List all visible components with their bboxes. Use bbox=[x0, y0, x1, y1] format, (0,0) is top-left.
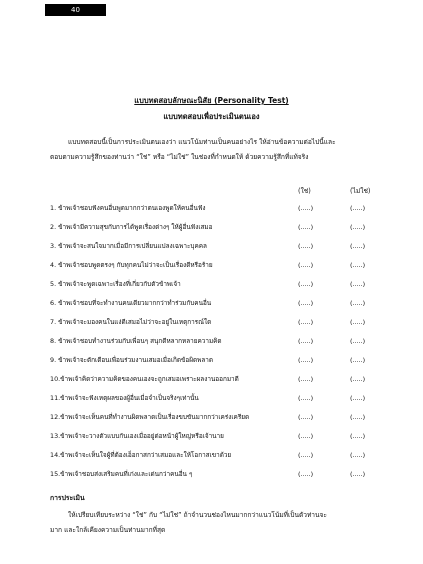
test-title: แบบทดสอบลักษณะนิสัย (Personality Test) bbox=[134, 96, 289, 105]
answer-no-blank[interactable]: (.....) bbox=[350, 337, 366, 345]
answer-yes-blank[interactable]: (.....) bbox=[298, 337, 314, 345]
question-text: 1. ข้าพเจ้าชอบฟังคนอื่นพูดมากกว่าตนเองพูดให้คนอื่นฟัง bbox=[50, 204, 206, 212]
answer-no-blank[interactable]: (.....) bbox=[350, 242, 366, 250]
answer-yes-blank[interactable]: (.....) bbox=[298, 204, 314, 212]
answer-no-blank[interactable]: (.....) bbox=[350, 261, 366, 269]
question-text: 12.ข้าพเจ้าจะเห็นคนที่ทำงานผิดพลาดเป็นเรื่องขบขันมากกว่าเคร่งเครียด bbox=[50, 413, 250, 421]
answer-no-blank[interactable]: (.....) bbox=[350, 432, 366, 440]
answer-yes-blank[interactable]: (.....) bbox=[298, 242, 314, 250]
column-header-yes: (ใช่) bbox=[298, 187, 311, 195]
page-number-badge: 40 bbox=[45, 4, 106, 16]
answer-no-blank[interactable]: (.....) bbox=[350, 318, 366, 326]
question-item bbox=[50, 411, 380, 423]
question-item bbox=[50, 354, 380, 366]
evaluation-heading: การประเมิน bbox=[50, 494, 85, 502]
question-item bbox=[50, 297, 380, 309]
answer-yes-blank[interactable]: (.....) bbox=[298, 280, 314, 288]
answer-yes-blank[interactable]: (.....) bbox=[298, 413, 314, 421]
question-item bbox=[50, 316, 380, 328]
intro-paragraph bbox=[50, 135, 380, 165]
question-text: 8. ข้าพเจ้าชอบทำงานร่วมกับเพื่อนๆ สนุกดีหลากหลายความคิด bbox=[50, 337, 222, 345]
answer-no-blank[interactable]: (.....) bbox=[350, 470, 366, 478]
answer-no-blank[interactable]: (.....) bbox=[350, 451, 366, 459]
evaluation-line-2: มาก และใกล้เคียงความเป็นท่านมากที่สุด bbox=[50, 526, 166, 534]
question-text: 2. ข้าพเจ้ามีความสุขกับการได้พูดเรื่องต่างๆ ให้ผู้อื่นฟังเสมอ bbox=[50, 223, 213, 231]
question-item bbox=[50, 259, 380, 271]
answer-yes-blank[interactable]: (.....) bbox=[298, 318, 314, 326]
answer-yes-blank[interactable]: (.....) bbox=[298, 432, 314, 440]
question-item bbox=[50, 430, 380, 442]
question-text: 13.ข้าพเจ้าจะวางตัวแบบกันเองเมื่ออยู่ต่อหน้าผู้ใหญ่หรือเจ้านาย bbox=[50, 432, 224, 440]
answer-yes-blank[interactable]: (.....) bbox=[298, 470, 314, 478]
question-item bbox=[50, 335, 380, 347]
evaluation-line-1: ให้เปรียบเทียบระหว่าง “ใช่” กับ “ไม่ใช่” ถ้าจำนวนช่องไหนมากกว่าแนวโน้มที่เป็นตัวท่านจะ bbox=[68, 511, 327, 519]
answer-yes-blank[interactable]: (.....) bbox=[298, 394, 314, 402]
column-header-no: (ไม่ใช่) bbox=[350, 187, 371, 195]
answer-no-blank[interactable]: (.....) bbox=[350, 299, 366, 307]
question-item bbox=[50, 468, 380, 480]
answer-yes-blank[interactable]: (.....) bbox=[298, 451, 314, 459]
question-text: 9. ข้าพเจ้าจะตักเตือนเพื่อนร่วมงานเสมอเมื่อเกิดข้อผิดพลาด bbox=[50, 356, 214, 364]
question-text: 15.ข้าพเจ้าชอบส่งเสริมคนที่เก่งและเด่นกว่าคนอื่น ๆ bbox=[50, 470, 193, 478]
question-text: 14.ข้าพเจ้าจะเห็นใจผู้ที่ต้องเอ็อกาสกว่าเสมอและให้โอกาสเขาด้วย bbox=[50, 451, 232, 459]
question-text: 7. ข้าพเจ้าจะมองคนในแง่ดีเสมอไม่ว่าจะอยู่ในเหตุการณ์ใด bbox=[50, 318, 212, 326]
question-item bbox=[50, 221, 380, 233]
answer-yes-blank[interactable]: (.....) bbox=[298, 261, 314, 269]
answer-no-blank[interactable]: (.....) bbox=[350, 280, 366, 288]
question-text: 5. ข้าพเจ้าจะพูดเฉพาะเรื่องที่เกี่ยวกับตัวข้าพเจ้า bbox=[50, 280, 181, 288]
answer-yes-blank[interactable]: (.....) bbox=[298, 223, 314, 231]
answer-yes-blank[interactable]: (.....) bbox=[298, 356, 314, 364]
question-item bbox=[50, 373, 380, 385]
question-item bbox=[50, 278, 380, 290]
question-text: 6. ข้าพเจ้าชอบที่จะทำงานคนเดียวมากกว่าทำร่วมกับคนอื่น bbox=[50, 299, 212, 307]
test-subtitle: แบบทดสอบเพื่อประเมินตนเอง bbox=[163, 112, 260, 121]
question-item bbox=[50, 240, 380, 252]
evaluation-paragraph bbox=[50, 508, 380, 538]
answer-no-blank[interactable]: (.....) bbox=[350, 413, 366, 421]
question-text: 10.ข้าพเจ้าคิดว่าความคิดของคนเองจะถูกเสมอเพราะผลงานออกมาดี bbox=[50, 375, 239, 383]
answer-no-blank[interactable]: (.....) bbox=[350, 394, 366, 402]
intro-line-2: ตอบตามความรู้สึกของท่านว่า “ใช่” หรือ “ไม่ใช่” ในช่องที่กำหนดให้ ด้วยความรู้สึกที่แท้จริง bbox=[50, 153, 309, 161]
question-text: 4. ข้าพเจ้าชอบพูดตรงๆ กับทุกคนไม่ว่าจะเป็นเรื่องดีหรือร้าย bbox=[50, 261, 213, 269]
answer-no-blank[interactable]: (.....) bbox=[350, 356, 366, 364]
question-item bbox=[50, 392, 380, 404]
answer-yes-blank[interactable]: (.....) bbox=[298, 375, 314, 383]
answer-no-blank[interactable]: (.....) bbox=[350, 223, 366, 231]
answer-no-blank[interactable]: (.....) bbox=[350, 204, 366, 212]
question-item bbox=[50, 449, 380, 461]
question-item bbox=[50, 202, 380, 214]
question-text: 11.ข้าพเจ้าจะฟังเหตุผลของผู้อื่นเมื่อจำเป็นจริงๆเท่านั้น bbox=[50, 394, 199, 402]
answer-no-blank[interactable]: (.....) bbox=[350, 375, 366, 383]
intro-line-1: แบบทดสอบนี้เป็นการประเมินตนเองว่า แนวโน้มท่านเป็นคนอย่างไร ให้อ่านข้อความต่อไปนี้และ bbox=[68, 138, 336, 146]
question-text: 3. ข้าพเจ้าจะสนใจมากเมื่อมีการเปลี่ยนแปลงเฉพาะบุคคล bbox=[50, 242, 207, 250]
answer-yes-blank[interactable]: (.....) bbox=[298, 299, 314, 307]
